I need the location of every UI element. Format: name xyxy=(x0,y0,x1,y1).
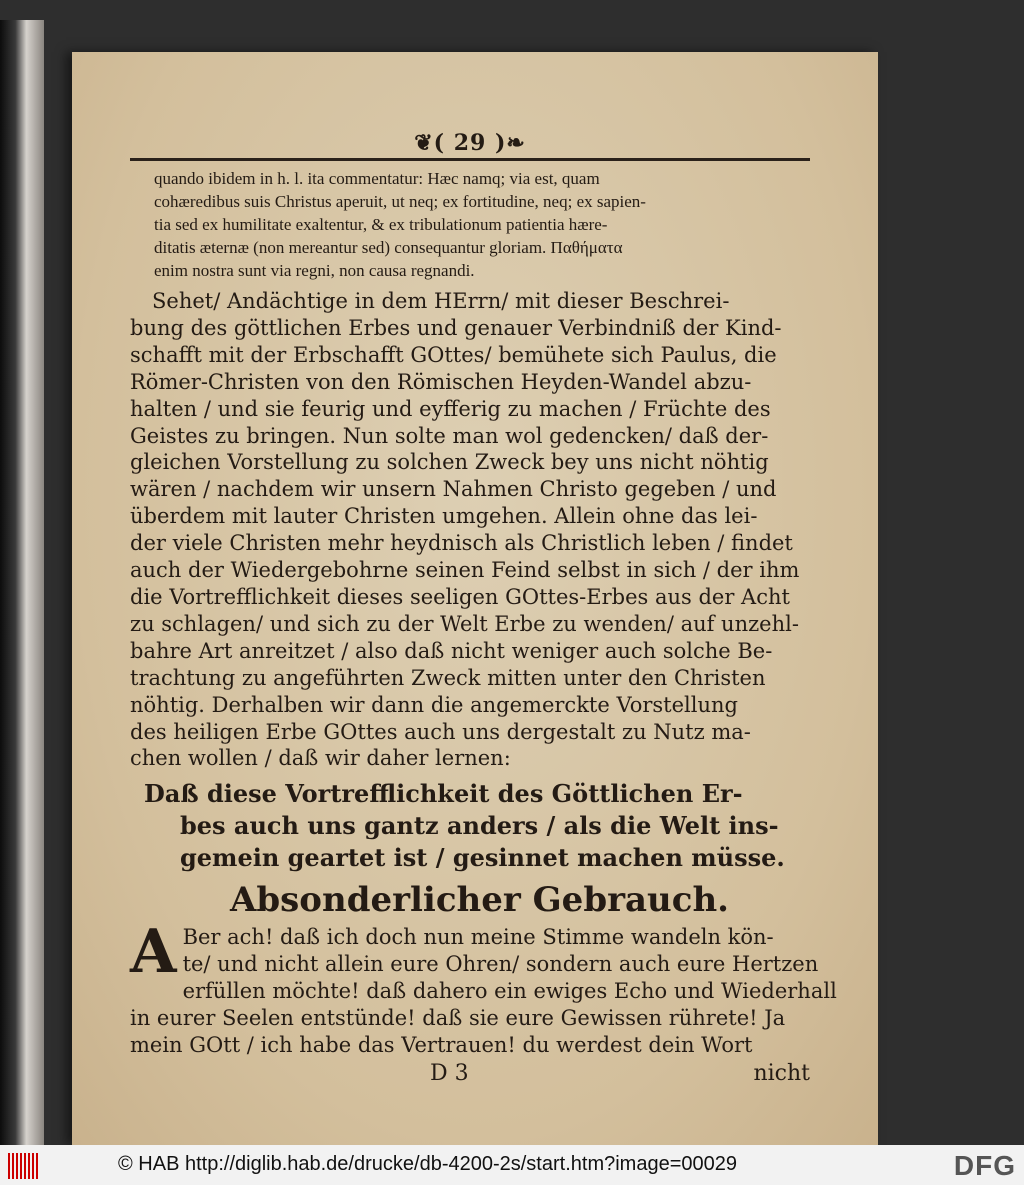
latin-quotation xyxy=(154,167,810,282)
german-line: der viele Christen mehr heydnisch als Christlich leben / findet xyxy=(130,531,793,556)
thesis-line: bes auch uns gantz anders / als die Welt ins- xyxy=(180,811,779,841)
german-line: schafft mit der Erbschafft GOttes/ bemühete sich Paulus, die xyxy=(130,342,777,367)
para2-line: erfüllen möchte! daß dahero ein ewiges Echo und Wiederhall xyxy=(182,979,837,1004)
german-line: trachtung zu angeführten Zweck mitten unter den Christen xyxy=(130,665,766,690)
latin-line: cohæredibus suis Christus aperuit, ut neq; ex fortitudine, neq; ex sapien- xyxy=(154,192,646,211)
hab-logo-icon xyxy=(8,1153,48,1179)
german-line: auch der Wiedergebohrne seinen Feind selbst in sich / der ihm xyxy=(130,558,800,583)
signature-mark: D 3 xyxy=(430,1060,469,1086)
german-line: zu schlagen/ und sich zu der Welt Erbe zu wenden/ auf unzehl- xyxy=(130,611,799,636)
copyright-link[interactable]: © HAB http://diglib.hab.de/drucke/db-4200-2s/start.htm?image=00029 xyxy=(118,1153,737,1175)
german-line: wären / nachdem wir unsern Nahmen Christo gegeben / und xyxy=(130,477,777,502)
running-head: ❦( 29 )❧ xyxy=(414,130,526,156)
para2-line: in eurer Seelen entstünde! daß sie eure Gewissen rührete! Ja xyxy=(130,1006,786,1031)
german-line: die Vortrefflichkeit dieses seeligen GOttes-Erbes aus der Acht xyxy=(130,584,790,609)
viewer-footer xyxy=(0,1145,1024,1185)
german-line: bahre Art anreitzet / also daß nicht weniger auch solche Be- xyxy=(130,638,773,663)
german-line: Römer-Christen von den Römischen Heyden-Wandel abzu- xyxy=(130,369,752,394)
german-paragraph xyxy=(130,288,810,772)
german-line: chen wollen / daß wir daher lernen: xyxy=(130,746,511,771)
header-rule xyxy=(130,158,810,161)
dfg-logo: DFG xyxy=(953,1150,1016,1181)
page-text xyxy=(130,130,837,1091)
initial-letter: A xyxy=(130,917,177,988)
book-page xyxy=(72,52,878,1145)
latin-line: enim nostra sunt via regni, non causa regnandi. xyxy=(154,261,475,280)
thesis-line: gemein geartet ist / gesinnet machen müsse. xyxy=(180,843,785,873)
german-line: Geistes zu bringen. Nun solte man wol gedencken/ daß der- xyxy=(130,423,769,448)
catchword: nicht xyxy=(753,1060,810,1086)
thesis-line: Daß diese Vortrefflichkeit des Göttlichen Er- xyxy=(144,779,743,809)
german-line: Sehet/ Andächtige in dem HErrn/ mit dieser Beschrei- xyxy=(152,289,730,313)
german-line: des heiligen Erbe GOttes auch uns dergestalt zu Nutz ma- xyxy=(130,719,751,744)
latin-line: tia sed ex humilitate exaltentur, & ex tribulationum patientia hære- xyxy=(154,215,608,234)
latin-line: quando ibidem in h. l. ita commentatur: Hæc namq; via est, quam xyxy=(154,169,600,188)
thesis-statement xyxy=(130,778,810,874)
para2-line: Ber ach! daß ich doch nun meine Stimme wandeln kön- xyxy=(182,925,774,950)
book-binding xyxy=(0,20,44,1145)
para2-line: te/ und nicht allein eure Ohren/ sondern auch eure Hertzen xyxy=(182,952,819,977)
latin-line: ditatis æternæ (non mereantur sed) consequantur gloriam. Παθήματα xyxy=(154,238,623,257)
german-line: nöhtig. Derhalben wir dann die angemerckte Vorstellung xyxy=(130,692,738,717)
german-line: überdem mit lauter Christen umgehen. Allein ohne das lei- xyxy=(130,504,758,529)
german-line: gleichen Vorstellung zu solchen Zweck bey uns nicht nöhtig xyxy=(130,450,769,475)
german-line: halten / und sie feurig und eyfferig zu machen / Früchte des xyxy=(130,396,771,421)
page-footer-line xyxy=(130,1061,810,1091)
application-paragraph xyxy=(130,917,837,1059)
german-line: bung des göttlichen Erbes und genauer Verbindniß der Kind- xyxy=(130,315,782,340)
section-heading: Absonderlicher Gebrauch. xyxy=(230,880,730,921)
para2-line: mein GOtt / ich habe das Vertrauen! du werdest dein Wort xyxy=(130,1032,753,1057)
